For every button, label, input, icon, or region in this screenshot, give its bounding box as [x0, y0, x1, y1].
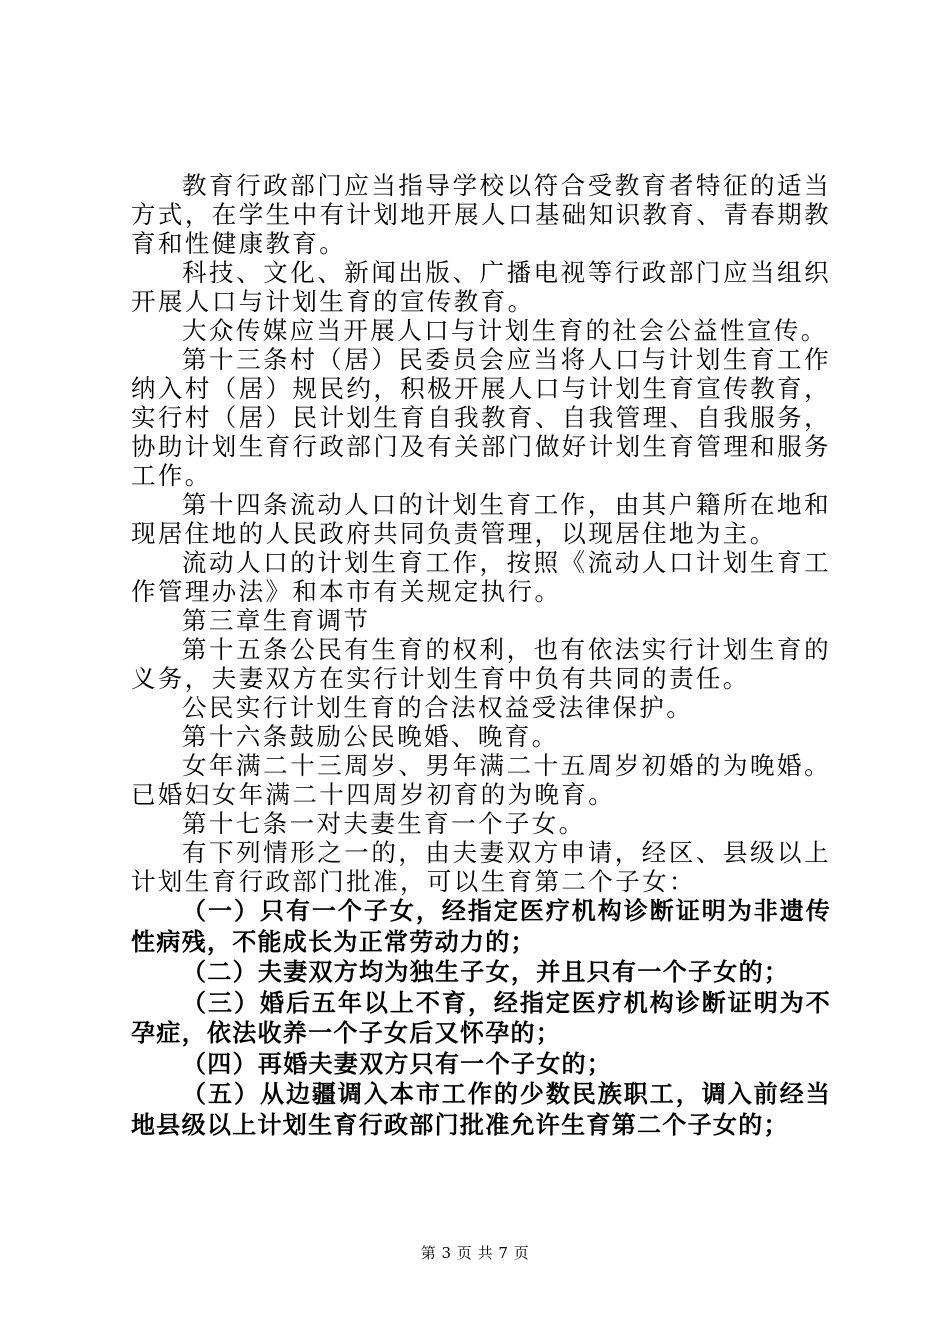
paragraph-second-child-conditions: 有下列情形之一的，由夫妻双方申请，经区、县级以上计划生育行政部门批准，可以生育第二个子女： — [131, 838, 831, 896]
list-item-condition-5: （五）从边疆调入本市工作的少数民族职工，调入前经当地县级以上计划生育行政部门批准允许生育第二个子女的； — [131, 1080, 831, 1139]
paragraph-article-15: 第十五条公民有生育的权利，也有依法实行计划生育的义务，夫妻双方在实行计划生育中负有共同的责任。 — [131, 635, 831, 693]
list-item-condition-3: （三）婚后五年以上不育，经指定医疗机构诊断证明为不孕症，依法收养一个子女后又怀孕的； — [131, 988, 831, 1047]
paragraph-article-13: 第十三条村（居）民委员会应当将人口与计划生育工作纳入村（居）规民约，积极开展人口与计划生育宣传教育，实行村（居）民计划生育自我教育、自我管理、自我服务，协助计划生育行政部门及有关部门做好计划生育管理和服务工作。 — [131, 345, 831, 490]
paragraph-floating-population: 流动人口的计划生育工作，按照《流动人口计划生育工作管理办法》和本市有关规定执行。 — [131, 548, 831, 606]
paragraph-mass-media: 大众传媒应当开展人口与计划生育的社会公益性宣传。 — [182, 316, 828, 345]
paragraph-publicity-departments: 科技、文化、新闻出版、广播电视等行政部门应当组织开展人口与计划生育的宣传教育。 — [131, 258, 831, 316]
chapter-heading: 第三章生育调节 — [182, 606, 371, 635]
paragraph-article-14: 第十四条流动人口的计划生育工作，由其户籍所在地和现居住地的人民政府共同负责管理，以现居住地为主。 — [131, 490, 831, 548]
list-item-condition-2: （二）夫妻双方均为独生子女，并且只有一个子女的； — [182, 958, 790, 986]
paragraph-article-16: 第十六条鼓励公民晚婚、晚育。 — [182, 722, 559, 751]
document-body — [131, 171, 831, 1140]
paragraph-article-17: 第十七条一对夫妻生育一个子女。 — [182, 809, 586, 838]
page-footer: 第 3 页 共 7 页 — [420, 1244, 530, 1262]
list-item-condition-4: （四）再婚夫妻双方只有一个子女的； — [182, 1049, 613, 1078]
list-item-condition-1: （一）只有一个子女，经指定医疗机构诊断证明为非遗传性病残，不能成长为正常劳动力的； — [131, 897, 831, 956]
paragraph-education-guidance: 教育行政部门应当指导学校以符合受教育者特征的适当方式，在学生中有计划地开展人口基础知识教育、青春期教育和性健康教育。 — [131, 171, 831, 258]
paragraph-late-marriage: 女年满二十三周岁、男年满二十五周岁初婚的为晚婚。已婚妇女年满二十四周岁初育的为晚育。 — [131, 751, 831, 809]
paragraph-legal-protection: 公民实行计划生育的合法权益受法律保护。 — [182, 693, 694, 722]
